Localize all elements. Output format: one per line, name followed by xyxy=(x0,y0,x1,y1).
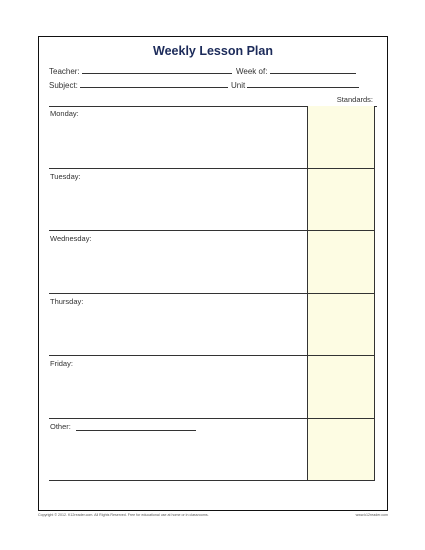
week-of-field[interactable] xyxy=(236,66,356,76)
subject-field[interactable] xyxy=(49,80,228,90)
subject-line xyxy=(80,80,228,88)
day-row-monday[interactable] xyxy=(49,106,375,169)
subject-label: Subject: xyxy=(49,81,78,90)
day-label: Friday: xyxy=(50,359,73,368)
day-label: Thursday: xyxy=(50,296,84,306)
copyright-text: Copyright © 2012. K12reader.com. All Rights Reserved. Free for educational use at home or in classrooms. xyxy=(38,513,209,517)
teacher-field[interactable] xyxy=(49,66,232,76)
teacher-line xyxy=(82,66,232,74)
other-line xyxy=(76,430,196,431)
lesson-plan-sheet xyxy=(38,36,388,511)
day-label: Monday: xyxy=(50,109,79,118)
day-row-thursday[interactable] xyxy=(49,294,375,357)
day-row-friday[interactable] xyxy=(49,356,375,419)
site-link[interactable]: www.k12reader.com xyxy=(355,513,388,517)
day-row-wednesday[interactable] xyxy=(49,231,375,294)
week-of-line xyxy=(270,66,356,74)
day-row-other[interactable] xyxy=(49,419,375,482)
unit-label: Unit xyxy=(231,81,246,90)
unit-line xyxy=(247,80,359,88)
unit-field[interactable] xyxy=(231,80,359,90)
day-row-tuesday[interactable] xyxy=(49,169,375,232)
day-label: Wednesday: xyxy=(50,234,92,243)
teacher-label: Teacher: xyxy=(49,67,80,76)
day-label: Other: xyxy=(50,421,71,431)
week-of-label: Week of: xyxy=(236,67,268,76)
page-title: Weekly Lesson Plan xyxy=(153,44,273,58)
day-label: Tuesday: xyxy=(50,171,81,181)
standards-label: Standards: xyxy=(336,95,373,104)
